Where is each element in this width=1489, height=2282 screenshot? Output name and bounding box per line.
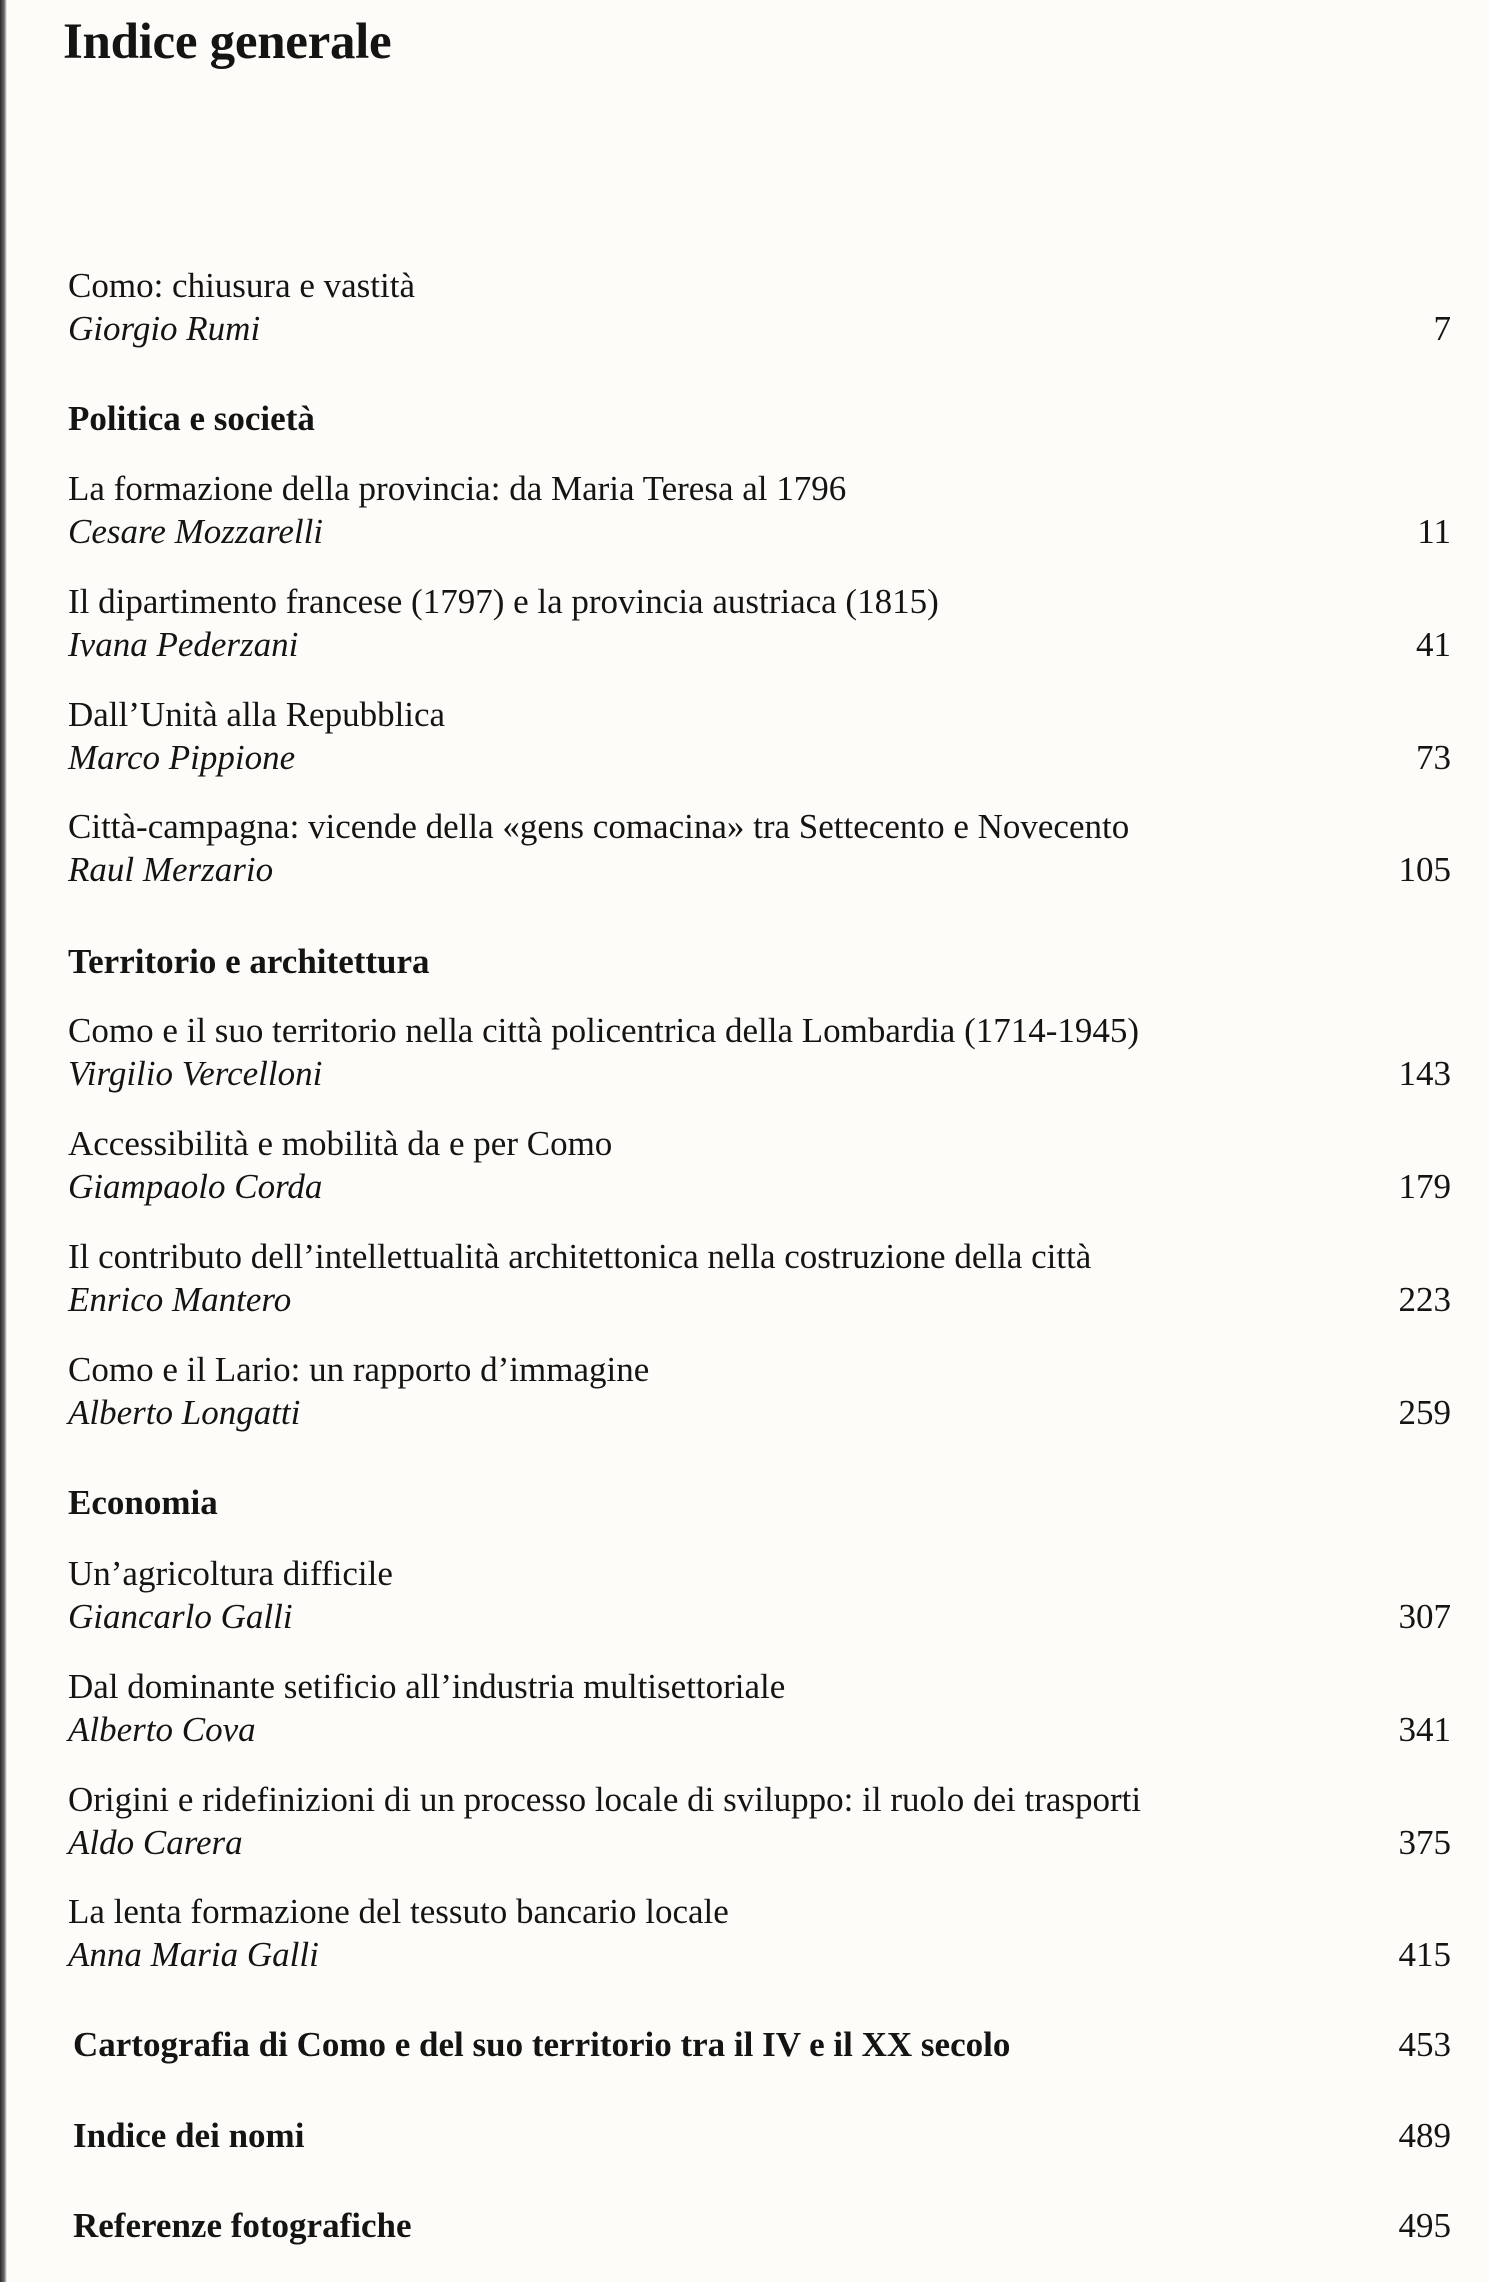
entry-author: Enrico Mantero [68,1280,292,1319]
entry-page-number: 223 [1398,1280,1451,1319]
entry-title: Il contributo dell’intellettualità architettonica nella costruzione della città [68,1237,1092,1276]
entry-title: Il dipartimento francese (1797) e la provincia austriaca (1815) [68,582,939,621]
entry-page-number: 105 [1398,850,1451,889]
entry-page-number: 307 [1398,1597,1451,1636]
entry-author: Raul Merzario [68,850,274,889]
entry-title: Como: chiusura e vastità [68,266,416,305]
entry-title: Origini e ridefinizioni di un processo locale di sviluppo: il ruolo dei trasporti [68,1780,1142,1819]
entry-page-number: 73 [1416,738,1451,777]
entry-author: Ivana Pederzani [68,625,299,664]
section-heading: Economia [68,1483,218,1522]
entry-author: Alberto Cova [68,1710,256,1749]
entry-page-number: 415 [1398,1935,1451,1974]
entry-author: Marco Pippione [68,738,296,777]
standalone-title: Cartografia di Como e del suo territorio tra il IV e il XX secolo [73,2025,1011,2064]
entry-author: Giorgio Rumi [68,309,261,348]
standalone-title: Indice dei nomi [73,2116,305,2155]
entry-title: Como e il suo territorio nella città policentrica della Lombardia (1714-1945) [68,1011,1140,1050]
entry-page-number: 453 [1398,2025,1451,2064]
entry-page-number: 41 [1416,625,1451,664]
entry-author: Giancarlo Galli [68,1597,293,1636]
entry-title: Città-campagna: vicende della «gens comacina» tra Settecento e Novecento [68,807,1130,846]
entry-title: La lenta formazione del tessuto bancario locale [68,1892,729,1931]
entry-title: Accessibilità e mobilità da e per Como [68,1124,613,1163]
standalone-title: Referenze fotografiche [73,2206,412,2245]
entry-page-number: 7 [1433,309,1451,348]
entry-page-number: 179 [1398,1167,1451,1206]
entry-title: Dal dominante setificio all’industria multisettoriale [68,1667,786,1706]
entry-author: Giampaolo Corda [68,1167,323,1206]
entry-page-number: 11 [1417,512,1451,551]
entry-author: Alberto Longatti [68,1393,301,1432]
entry-page-number: 489 [1398,2116,1451,2155]
section-heading: Territorio e architettura [68,942,430,981]
entry-author: Virgilio Vercelloni [68,1054,323,1093]
entry-author: Aldo Carera [68,1823,243,1862]
entry-page-number: 495 [1398,2206,1451,2245]
section-heading: Politica e società [68,399,315,438]
entry-title: La formazione della provincia: da Maria Teresa al 1796 [68,469,847,508]
entry-title: Un’agricoltura difficile [68,1554,393,1593]
entry-title: Como e il Lario: un rapporto d’immagine [68,1350,650,1389]
entry-page-number: 375 [1398,1823,1451,1862]
entry-author: Cesare Mozzarelli [68,512,324,551]
entry-page-number: 259 [1398,1393,1451,1432]
entry-author: Anna Maria Galli [68,1935,319,1974]
entry-page-number: 143 [1398,1054,1451,1093]
entry-title: Dall’Unità alla Repubblica [68,695,446,734]
entry-page-number: 341 [1398,1710,1451,1749]
page-title: Indice generale [63,14,392,70]
